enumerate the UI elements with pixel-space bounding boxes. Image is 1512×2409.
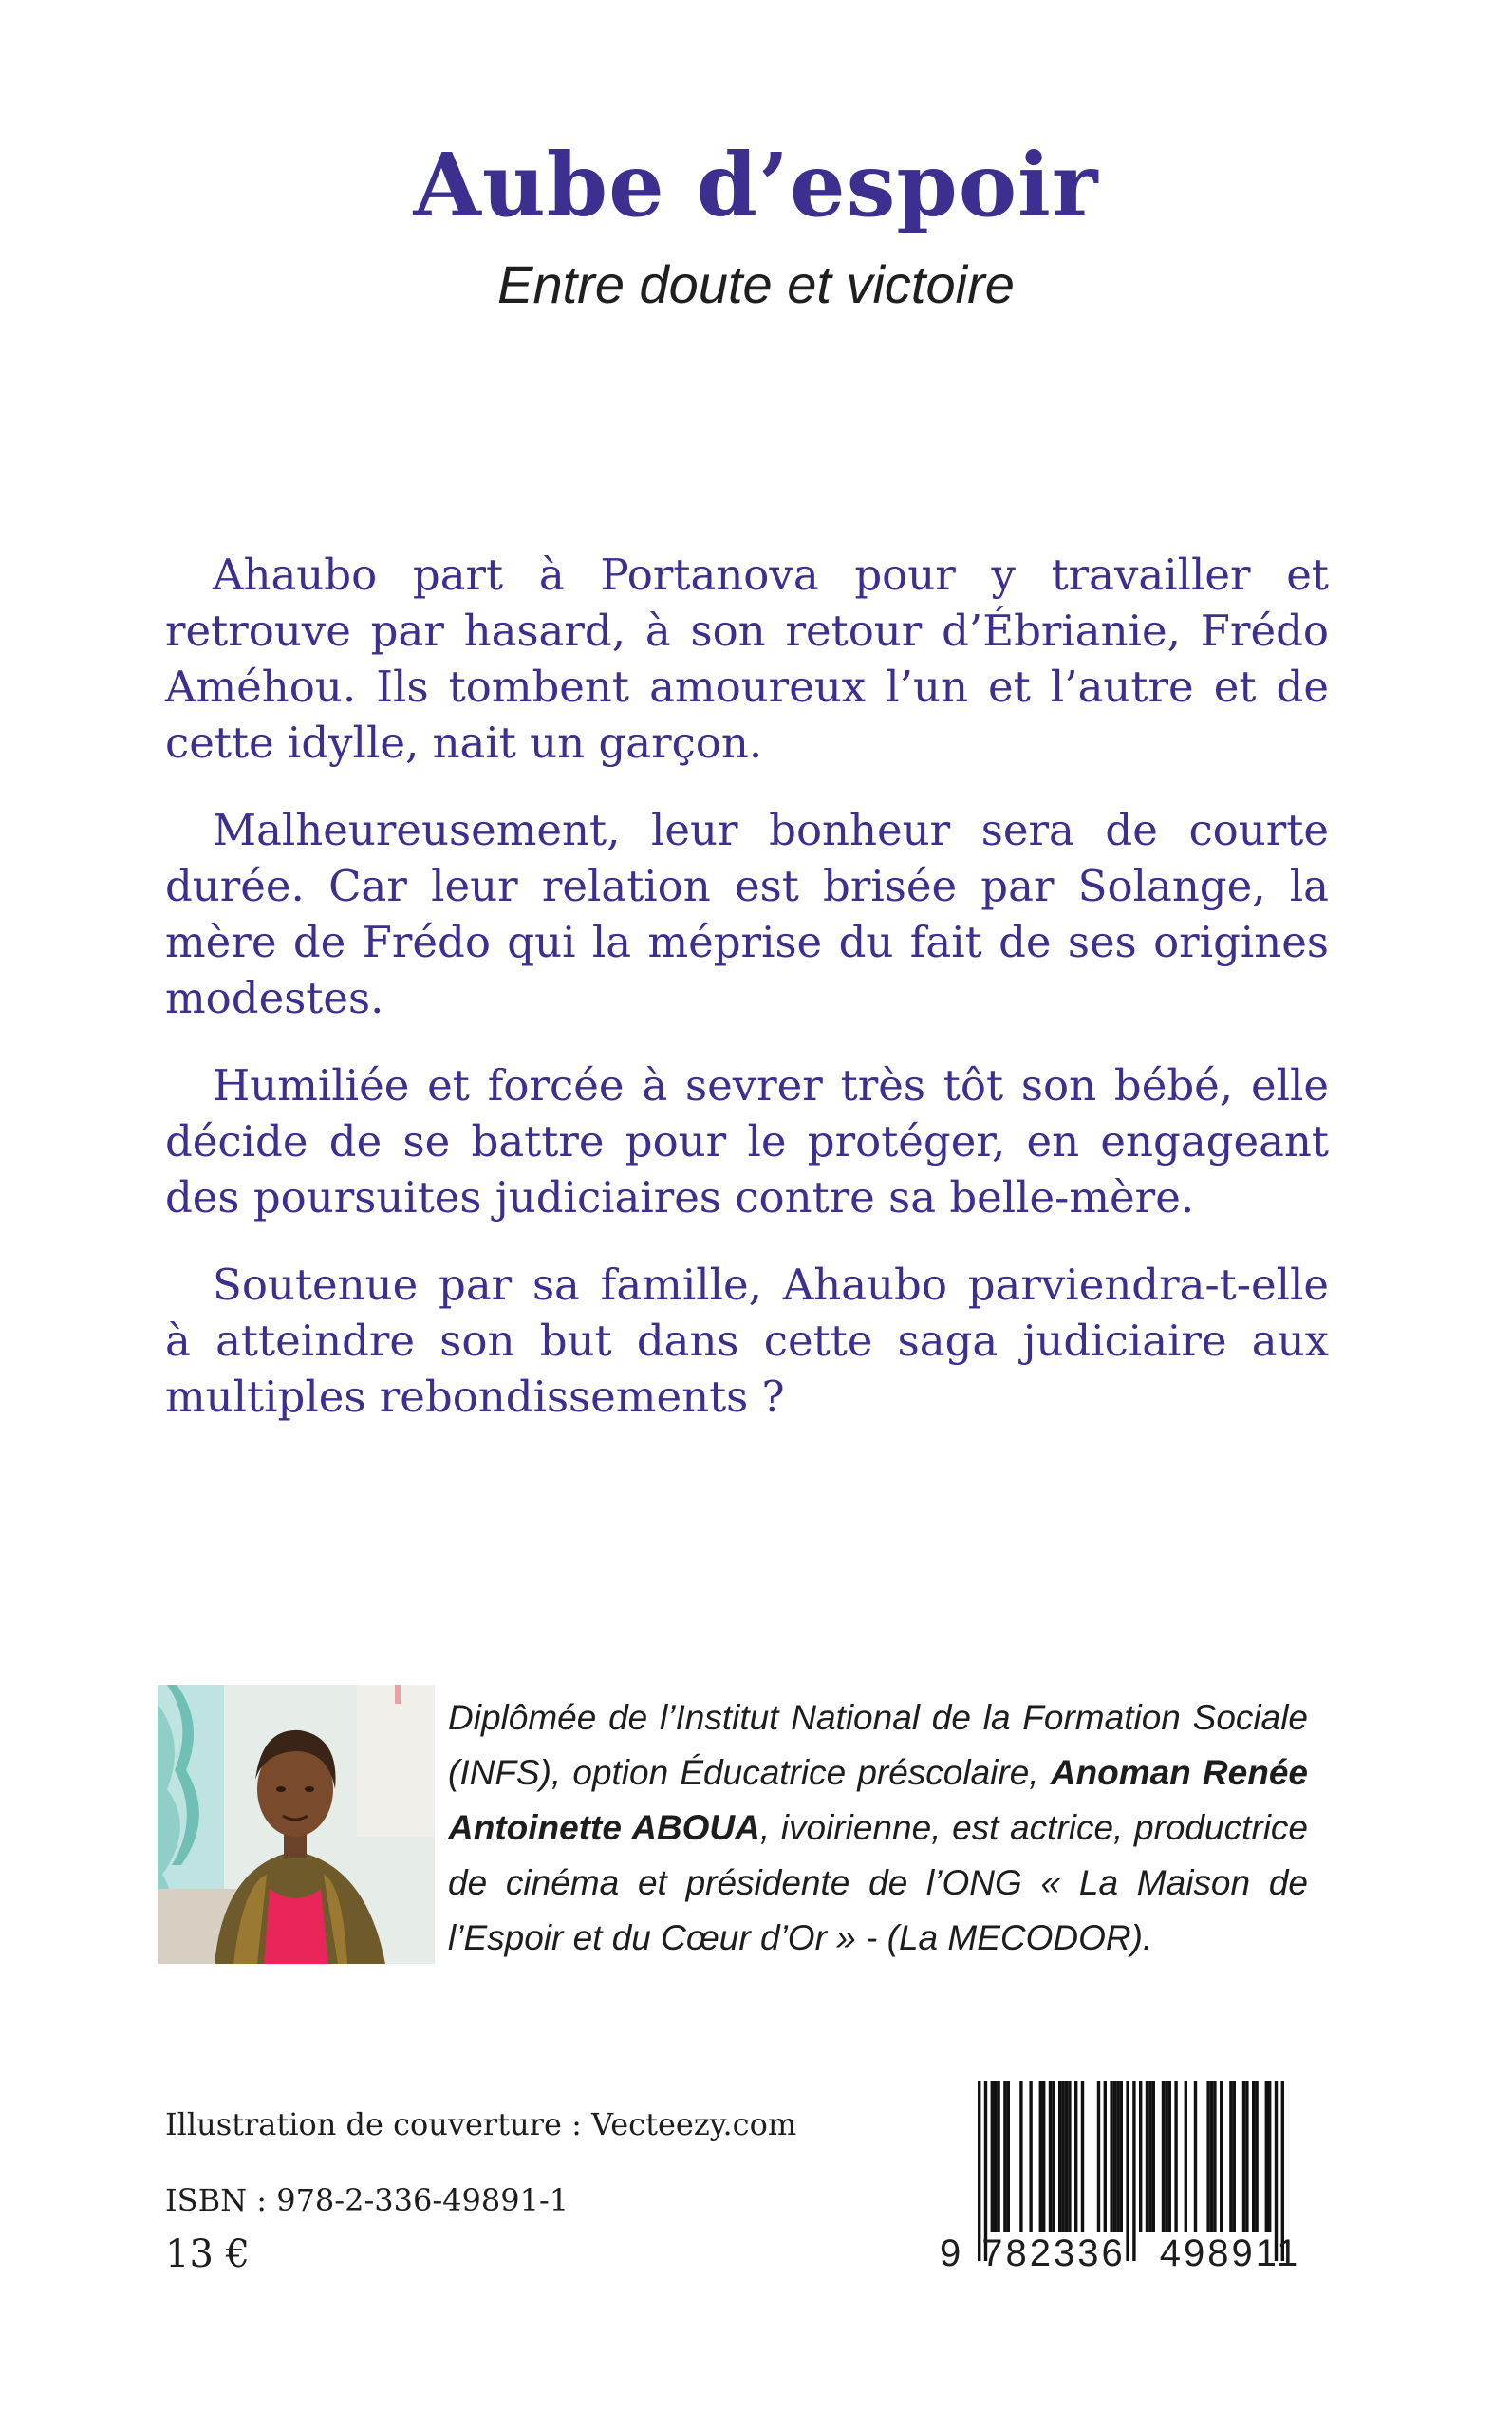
blurb-paragraph: Ahaubo part à Portanova pour y travailler et retrouve par hasard, à son retour d’Ébrianie, Frédo Améhou. Ils tombent amoureux l’un et l’autre et de cette idylle, nait un garçon. [165, 550, 1329, 768]
barcode-bar [1007, 2081, 1010, 2232]
barcode-bar [1255, 2081, 1258, 2232]
barcode-bar [1252, 2081, 1255, 2232]
author-biography [448, 1690, 1308, 1966]
barcode-bar [1165, 2081, 1167, 2232]
barcode-bar [1049, 2081, 1052, 2232]
barcode-digits [940, 2232, 1319, 2274]
barcode-bar [1194, 2081, 1197, 2232]
barcode-bar [1110, 2081, 1112, 2232]
barcode-bar [1019, 2081, 1022, 2232]
barcode-bar [1268, 2081, 1271, 2232]
barcode-bar [1113, 2081, 1116, 2232]
barcode-bar [1265, 2081, 1268, 2232]
author-portrait-image [158, 1685, 435, 1964]
barcode-bar [1148, 2081, 1151, 2232]
barcode-bar [1081, 2081, 1084, 2232]
barcode-bar [991, 2081, 994, 2232]
book-title: Aube d’espoir [413, 134, 1099, 236]
barcode-bar [1058, 2081, 1061, 2232]
barcode-bar [1206, 2081, 1209, 2232]
barcode-lead-digit: 9 [940, 2232, 964, 2274]
barcode-bar [1116, 2081, 1119, 2232]
author-photo [158, 1685, 435, 1964]
barcode-bar [1029, 2081, 1032, 2232]
blurb-paragraph: Humiliée et forcée à sevrer très tôt son bébé, elle décide de se battre pour le protéger, en engageant des poursuites judiciaires contre sa belle-mère. [165, 1060, 1329, 1223]
barcode-bar [1139, 2081, 1142, 2232]
barcode-bar [1162, 2081, 1165, 2232]
barcode-bar [1185, 2081, 1187, 2232]
barcode-bar [1074, 2081, 1077, 2232]
barcode-bar [997, 2081, 999, 2232]
barcode-bar [1233, 2081, 1236, 2232]
barcode-bar [1104, 2081, 1107, 2232]
barcode-digit-group-2: 498911 [1159, 2232, 1301, 2274]
cover-illustration-credit: Illustration de couverture : Vecteezy.com [165, 2106, 797, 2142]
barcode-bar [1097, 2081, 1100, 2232]
author-bio-text: , ivoirienne, est actrice, productrice de cinéma et présidente de l’ONG « La Maison de l’Espoir et du Cœur d’Or » - (La MECODOR). [448, 1808, 1308, 1957]
blurb-paragraph: Soutenue par sa famille, Ahaubo parviendra-t-elle à atteindre son but dans cette saga judiciaire aux multiples rebondissements ? [165, 1260, 1329, 1422]
barcode-bar [1003, 2081, 1006, 2232]
author-name: Anoman Renée Antoinette ABOUA [448, 1753, 1308, 1847]
barcode-bar [1152, 2081, 1155, 2232]
barcode-bar [1220, 2081, 1223, 2232]
barcode-bar [1245, 2081, 1248, 2232]
author-bio-text: Diplômée de l’Institut National de la Formation Sociale (INFS), option Éducatrice préscolaire, [448, 1698, 1308, 1792]
barcode-bar [1065, 2081, 1068, 2232]
barcode-bar [1242, 2081, 1245, 2232]
barcode-bar [1039, 2081, 1042, 2232]
barcode-bar [1068, 2081, 1071, 2232]
barcode-bar [1120, 2081, 1123, 2232]
book-subtitle: Entre doute et victoire [497, 254, 1015, 314]
price-text: 13 € [165, 2232, 251, 2276]
barcode-bar [1061, 2081, 1064, 2232]
barcode-bar [1168, 2081, 1171, 2232]
barcode-bar [1213, 2081, 1216, 2232]
blurb-paragraph: Malheureusement, leur bonheur sera de courte durée. Car leur relation est brisée par Solange, la mère de Frédo qui la méprise du fait de ses origines modestes. [165, 805, 1329, 1023]
barcode-digit-group-1: 782336 [981, 2232, 1126, 2274]
barcode-bar [1229, 2081, 1232, 2232]
barcode-bar [1146, 2081, 1148, 2232]
barcode-bar [1210, 2081, 1213, 2232]
back-cover-blurb [165, 547, 1329, 1456]
barcode-bar [994, 2081, 997, 2232]
barcode-bar [1174, 2081, 1177, 2232]
barcode-bar [1052, 2081, 1055, 2232]
barcode-bar [1042, 2081, 1045, 2232]
isbn-text: ISBN : 978-2-336-49891-1 [165, 2182, 569, 2218]
